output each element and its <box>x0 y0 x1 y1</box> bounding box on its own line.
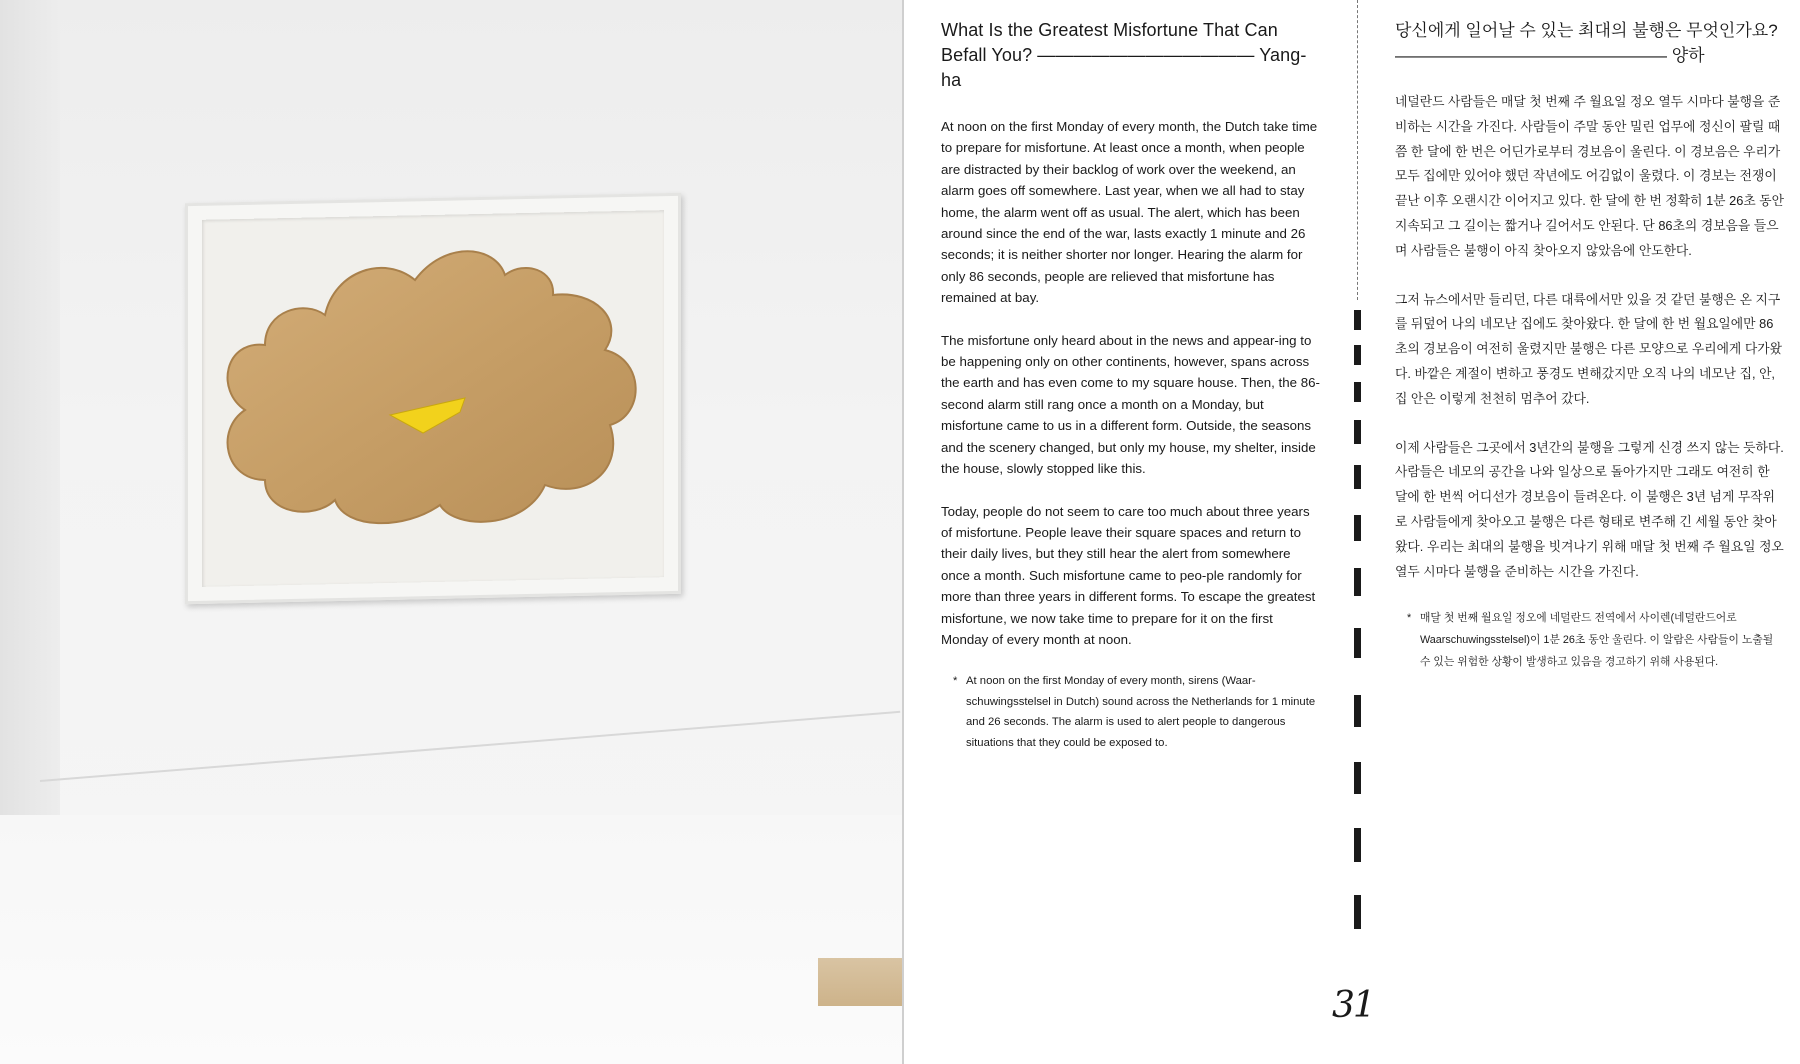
column-divider-dashed <box>1357 0 1358 300</box>
paragraph-ko-1: 네덜란드 사람들은 매달 첫 번째 주 월요일 정오 열두 시마다 불행을 준비하는 시간을 가진다. 사람들이 주말 동안 밀린 업무에 정신이 팔릴 때쯤 한 달에 한 번은 어딘가로부터 경보음이 울린다. 이 경보음은 우리가 모두 집에만 있어야 했던 작년에도 어김없이 울렸다. 이 경보는 전쟁이 끝난 이후 오랜시간 이어지고 있다. 한 달에 한 번 정확히 1분 26초 동안 지속되고 그 길이는 짧거나 길어서도 안된다. 단 86초의 경보음을 들으며 사람들은 불행이 아직 찾아오지 않았음에 안도한다. <box>1395 94 1784 258</box>
footnote-ko-text: 매달 첫 번째 월요일 정오에 네덜란드 전역에서 사이렌(네덜란드어로 Waarschuwingsstelsel)이 1분 26초 동안 울린다. 이 알람은 사람들이 노출될 수 있는 위험한 상황이 발생하고 있음을 경고하기 위해 사용된다. <box>1420 612 1774 668</box>
article-title-ko: 당신에게 일어날 수 있는 최대의 불행은 무엇인가요? ———————————————— 양하 <box>1395 21 1778 65</box>
page-number: 31 <box>1332 985 1374 1026</box>
column-divider-dash <box>1354 762 1361 794</box>
paragraph-en-2: The misfortune only heard about in the news and appear-ing to be happening only on other continents, however, spans across the earth and has even come to my square house. Then, the 86-second alarm still rang once a month on a Monday, but misfortune came to us in a different form. Outside, the seasons and the scenery changed, but only my house, my shelter, inside the house, slowly stopped like this. <box>941 332 1320 477</box>
wall-ledge-edge <box>40 711 900 782</box>
wall-shadow <box>0 0 60 820</box>
footnote-ko <box>1395 608 1785 673</box>
column-divider-dash <box>1354 568 1361 596</box>
column-divider-dash <box>1354 895 1361 929</box>
article-title-en: What Is the Greatest Misfortune That Can Befall You? ———————————— Yang-ha <box>941 20 1307 90</box>
paragraph-ko-2: 그저 뉴스에서만 들리던, 다른 대륙에서만 있을 것 같던 불행은 온 지구를 뒤덮어 나의 네모난 집에도 찾아왔다. 한 달에 한 번 월요일에만 86초의 경보음이 여전히 울렸지만 불행은 다른 모양으로 우리에게 다가왔다. 바깥은 계절이 변하고 풍경도 변해갔지만 오직 나의 네모난 집, 안, 집 안은 이렇게 천천히 멈추어 갔다. <box>1395 291 1782 406</box>
column-divider-dash <box>1354 345 1361 365</box>
column-divider-dash <box>1354 828 1361 862</box>
column-divider-dash <box>1354 382 1361 402</box>
column-divider-dash <box>1354 465 1361 489</box>
column-divider-dash <box>1354 695 1361 727</box>
footnote-marker-ko: * <box>1407 612 1412 625</box>
column-divider-dash <box>1354 310 1361 330</box>
footnote-marker: * <box>953 675 958 688</box>
column-divider-dash <box>1354 420 1361 444</box>
footnote-en-text: At noon on the first Monday of every month, sirens (Waar-schuwingsstelsel in Dutch) sound across the Netherlands for 1 minute and 26 seconds. The alarm is used to alert people to dangerous situations that they could be exposed to. <box>966 675 1316 749</box>
cloud-shape <box>228 251 636 523</box>
korean-column <box>1395 18 1785 674</box>
column-divider-dash <box>1354 515 1361 541</box>
wooden-shelf-corner <box>818 958 903 1006</box>
footnote-en <box>941 671 1323 753</box>
wooden-cloud-artwork <box>205 230 665 550</box>
column-divider-dash <box>1354 628 1361 658</box>
paragraph-ko-3: 이제 사람들은 그곳에서 3년간의 불행을 그렇게 신경 쓰지 않는 듯하다. 사람들은 네모의 공간을 나와 일상으로 돌아가지만 그래도 여전히 한 달에 한 번씩 어디선가 경보음이 들려온다. 이 불행은 3년 넘게 무작위로 사람들에게 찾아오고 불행은 다른 형태로 변주해 긴 세월 동안 찾아왔다. 우리는 최대의 불행을 빗겨나기 위해 매달 첫 번째 주 월요일 정오 열두 시마다 불행을 준비하는 시간을 가진다. <box>1395 439 1784 579</box>
paragraph-en-3: Today, people do not seem to care too much about three years of misfortune. People leave their square spaces and return to their daily lives, but they still hear the alert from somewhere once a month. Such misfortune came to peo-ple randomly for more than three years in different forms. To escape the greatest misfortune, we now take time to prepare for it on the first Monday of every month at noon. <box>941 503 1316 647</box>
english-column <box>941 18 1323 753</box>
paragraph-en-1: At noon on the first Monday of every month, the Dutch take time to prepare for misfortune. At least once a month, when people are distracted by their backlog of work over the weekend, an alarm goes off somewhere. Last year, when we all had to stay home, the alarm went off as usual. The alert, which has been around since the end of the war, lasts exactly 1 minute and 26 seconds; it is neither shorter nor longer. Hearing the alarm for only 86 seconds, people are relieved that misfortune has remained at bay. <box>941 119 1318 306</box>
wall-ledge <box>0 815 903 1064</box>
